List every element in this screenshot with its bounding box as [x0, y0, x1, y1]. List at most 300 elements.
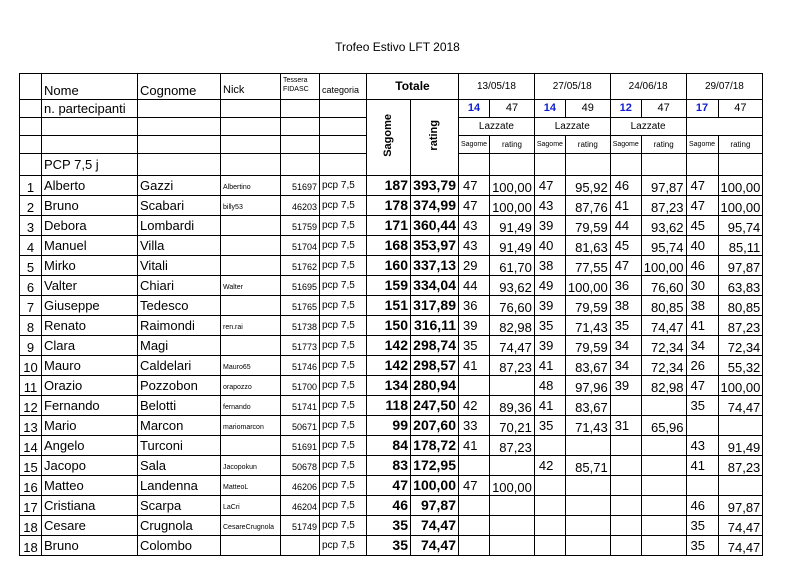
- cell-total-sagome: 46: [367, 496, 411, 516]
- table-row: [20, 316, 763, 336]
- cell-total-sagome: 178: [367, 196, 411, 216]
- cell-tessera: 51746: [281, 356, 320, 376]
- cell-tessera: 51762: [281, 256, 320, 276]
- cell-event-rating-1: 79,59: [565, 296, 610, 316]
- cell-cognome: Pozzobon: [138, 376, 221, 396]
- cell-cognome: Chiari: [138, 276, 221, 296]
- cell-total-sagome: 168: [367, 236, 411, 256]
- cell-categoria: pcp 7,5: [320, 236, 367, 256]
- cell-tessera: 51759: [281, 216, 320, 236]
- cell-event-sagome-2: 34: [610, 356, 641, 376]
- cell-nome: Debora: [42, 216, 138, 236]
- cell-event-sagome-3: 26: [686, 356, 718, 376]
- cell-event-sagome-3: [686, 416, 718, 436]
- cell-cognome: Belotti: [138, 396, 221, 416]
- cell-cognome: Sala: [138, 456, 221, 476]
- cell-total-sagome: 187: [367, 176, 411, 196]
- cell-nome: Mario: [42, 416, 138, 436]
- row-number: 13: [20, 416, 42, 436]
- cell-event-sagome-0: 41: [459, 436, 490, 456]
- cell-event-sagome-3: 35: [686, 536, 718, 556]
- cell-total-sagome: 151: [367, 296, 411, 316]
- cell-categoria: pcp 7,5: [320, 356, 367, 376]
- cell-nome: Matteo: [42, 476, 138, 496]
- table-row: [20, 196, 763, 216]
- sub-sagome-2: Sagome: [610, 136, 641, 154]
- cell-event-rating-1: 79,59: [565, 216, 610, 236]
- table-row: [20, 296, 763, 316]
- cell-event-rating-0: 100,00: [490, 476, 535, 496]
- cell-categoria: pcp 7,5: [320, 436, 367, 456]
- table-row: [20, 536, 763, 556]
- cell-event-sagome-0: 43: [459, 236, 490, 256]
- cell-event-sagome-3: 35: [686, 516, 718, 536]
- cell-event-sagome-2: 38: [610, 296, 641, 316]
- cell-event-rating-1: 71,43: [565, 316, 610, 336]
- table-row: [20, 456, 763, 476]
- cell-event-sagome-3: 46: [686, 256, 718, 276]
- cell-tessera: 51741: [281, 396, 320, 416]
- row-number: 9: [20, 336, 42, 356]
- cell-event-sagome-2: 46: [610, 176, 641, 196]
- cell-event-rating-2: 97,87: [641, 176, 686, 196]
- cell-cognome: Scabari: [138, 196, 221, 216]
- cell-nick: fernando: [221, 396, 281, 416]
- cell-total-sagome: 35: [367, 516, 411, 536]
- header-tessera: [281, 74, 320, 100]
- cell-event-sagome-1: 49: [534, 276, 565, 296]
- cell-event-sagome-2: 47: [610, 256, 641, 276]
- cell-event-rating-3: 100,00: [718, 176, 763, 196]
- cell-tessera: 51704: [281, 236, 320, 256]
- cell-categoria: pcp 7,5: [320, 196, 367, 216]
- cell-event-rating-0: [490, 516, 535, 536]
- cell-event-sagome-2: [610, 496, 641, 516]
- cell-event-rating-2: [641, 496, 686, 516]
- cell-cognome: Marcon: [138, 416, 221, 436]
- cell-event-sagome-1: 47: [534, 176, 565, 196]
- row-number: 16: [20, 476, 42, 496]
- n-partecipanti-label: n. partecipanti: [42, 100, 138, 118]
- cell-total-sagome: 134: [367, 376, 411, 396]
- cell-tessera: 51773: [281, 336, 320, 356]
- row-number: 7: [20, 296, 42, 316]
- cell-total-rating: 97,87: [411, 496, 459, 516]
- cell-cognome: Turconi: [138, 436, 221, 456]
- cell-event-rating-2: [641, 516, 686, 536]
- cell-total-rating: 317,89: [411, 296, 459, 316]
- cell-cognome: Villa: [138, 236, 221, 256]
- event-partecipanti-1: 49: [565, 100, 610, 118]
- event-sagome-2: 12: [610, 100, 641, 118]
- cell-event-rating-2: 72,34: [641, 336, 686, 356]
- event-partecipanti-2: 47: [641, 100, 686, 118]
- cell-event-sagome-0: [459, 536, 490, 556]
- cell-event-sagome-2: [610, 476, 641, 496]
- cell-nick: LaCri: [221, 496, 281, 516]
- cell-event-sagome-0: 39: [459, 316, 490, 336]
- cell-cognome: Raimondi: [138, 316, 221, 336]
- row-number: 15: [20, 456, 42, 476]
- header-sagome-cell: [367, 100, 411, 176]
- header-cognome: Cognome: [138, 74, 221, 100]
- cell-event-rating-1: 95,92: [565, 176, 610, 196]
- cell-event-rating-0: [490, 496, 535, 516]
- cell-nome: Clara: [42, 336, 138, 356]
- cell-nome: Bruno: [42, 536, 138, 556]
- cell-event-rating-2: [641, 436, 686, 456]
- cell-total-rating: 334,04: [411, 276, 459, 296]
- cell-event-sagome-2: [610, 516, 641, 536]
- cell-event-rating-0: 91,49: [490, 216, 535, 236]
- cell-event-rating-3: 100,00: [718, 196, 763, 216]
- sub-rating-2: rating: [641, 136, 686, 154]
- row-number: 18: [20, 516, 42, 536]
- cell-event-sagome-0: 43: [459, 216, 490, 236]
- cell-event-sagome-0: 36: [459, 296, 490, 316]
- row-number: 12: [20, 396, 42, 416]
- cell-event-sagome-2: 41: [610, 196, 641, 216]
- event-partecipanti-3: 47: [718, 100, 763, 118]
- cell-event-sagome-0: 35: [459, 336, 490, 356]
- cell-event-rating-2: 74,47: [641, 316, 686, 336]
- cell-event-sagome-1: 39: [534, 216, 565, 236]
- cell-categoria: pcp 7,5: [320, 376, 367, 396]
- table-row: [20, 236, 763, 256]
- cell-cognome: Vitali: [138, 256, 221, 276]
- cell-event-sagome-1: 39: [534, 336, 565, 356]
- cell-event-sagome-3: 35: [686, 396, 718, 416]
- sub-rating-0: rating: [490, 136, 535, 154]
- event-sagome-0: 14: [459, 100, 490, 118]
- cell-nome: Bruno: [42, 196, 138, 216]
- cell-event-rating-2: 95,74: [641, 236, 686, 256]
- header-nome: Nome: [42, 74, 138, 100]
- cell-total-sagome: 84: [367, 436, 411, 456]
- cell-nick: billy53: [221, 196, 281, 216]
- cell-cognome: Lombardi: [138, 216, 221, 236]
- cell-event-rating-3: 63,83: [718, 276, 763, 296]
- cell-event-sagome-0: [459, 516, 490, 536]
- cell-event-sagome-3: 47: [686, 376, 718, 396]
- cell-event-sagome-3: 34: [686, 336, 718, 356]
- cell-total-rating: 207,60: [411, 416, 459, 436]
- cell-event-rating-1: 83,67: [565, 356, 610, 376]
- cell-event-rating-3: 91,49: [718, 436, 763, 456]
- header-row: [20, 74, 763, 100]
- cell-nome: Jacopo: [42, 456, 138, 476]
- cell-event-sagome-1: 42: [534, 456, 565, 476]
- cell-tessera: [281, 536, 320, 556]
- sub-sagome-0: Sagome: [459, 136, 490, 154]
- cell-nick: Albertino: [221, 176, 281, 196]
- cell-event-rating-3: 80,85: [718, 296, 763, 316]
- cell-event-rating-1: 81,63: [565, 236, 610, 256]
- cell-event-sagome-3: 38: [686, 296, 718, 316]
- cell-event-sagome-1: [534, 496, 565, 516]
- table-row: [20, 376, 763, 396]
- cell-nick: [221, 236, 281, 256]
- cell-event-rating-3: 87,23: [718, 316, 763, 336]
- cell-categoria: pcp 7,5: [320, 256, 367, 276]
- cell-cognome: Caldelari: [138, 356, 221, 376]
- sub-sagome-1: Sagome: [534, 136, 565, 154]
- header-fidasc-label: FIDASC: [283, 86, 309, 93]
- cell-event-rating-0: 91,49: [490, 236, 535, 256]
- cell-event-sagome-2: [610, 536, 641, 556]
- cell-tessera: 50678: [281, 456, 320, 476]
- cell-nome: Cesare: [42, 516, 138, 536]
- cell-event-rating-0: 70,21: [490, 416, 535, 436]
- row-number: 8: [20, 316, 42, 336]
- table-row: [20, 356, 763, 376]
- cell-event-sagome-1: 35: [534, 416, 565, 436]
- results-table: [19, 73, 763, 556]
- cell-nick: [221, 216, 281, 236]
- cell-nome: Giuseppe: [42, 296, 138, 316]
- cell-event-rating-0: 76,60: [490, 296, 535, 316]
- table-row: [20, 396, 763, 416]
- event-location-0: Lazzate: [459, 118, 535, 136]
- cell-event-sagome-0: 42: [459, 396, 490, 416]
- cell-tessera: 51765: [281, 296, 320, 316]
- header-totale: Totale: [367, 74, 459, 100]
- cell-total-rating: 74,47: [411, 536, 459, 556]
- cell-tessera: 51700: [281, 376, 320, 396]
- cell-event-rating-3: 74,47: [718, 536, 763, 556]
- cell-total-sagome: 142: [367, 336, 411, 356]
- cell-event-rating-3: [718, 476, 763, 496]
- cell-event-rating-3: [718, 416, 763, 436]
- cell-event-rating-3: 55,32: [718, 356, 763, 376]
- cell-tessera: 46206: [281, 476, 320, 496]
- event-date-1: 27/05/18: [534, 74, 610, 100]
- cell-total-rating: 247,50: [411, 396, 459, 416]
- cell-event-sagome-3: 45: [686, 216, 718, 236]
- cell-event-rating-1: [565, 436, 610, 456]
- cell-event-rating-0: 87,23: [490, 356, 535, 376]
- cell-event-rating-2: [641, 476, 686, 496]
- cell-categoria: pcp 7,5: [320, 276, 367, 296]
- cell-event-sagome-2: 45: [610, 236, 641, 256]
- cell-event-rating-0: 74,47: [490, 336, 535, 356]
- cell-event-rating-0: 89,36: [490, 396, 535, 416]
- cell-event-rating-2: 72,34: [641, 356, 686, 376]
- cell-event-sagome-1: [534, 536, 565, 556]
- table-row: [20, 516, 763, 536]
- cell-event-rating-1: [565, 476, 610, 496]
- cell-event-rating-3: 95,74: [718, 216, 763, 236]
- cell-total-sagome: 142: [367, 356, 411, 376]
- cell-event-rating-2: 87,23: [641, 196, 686, 216]
- sub-rating-3: rating: [718, 136, 763, 154]
- table-row: [20, 176, 763, 196]
- cell-total-rating: 360,44: [411, 216, 459, 236]
- event-sagome-1: 14: [534, 100, 565, 118]
- cell-nome: Fernando: [42, 396, 138, 416]
- row-number: 2: [20, 196, 42, 216]
- cell-event-sagome-0: 47: [459, 176, 490, 196]
- cell-event-sagome-3: 30: [686, 276, 718, 296]
- table-row: [20, 476, 763, 496]
- cell-total-sagome: 159: [367, 276, 411, 296]
- cell-event-sagome-3: [686, 476, 718, 496]
- cell-event-sagome-0: 29: [459, 256, 490, 276]
- cell-categoria: pcp 7,5: [320, 176, 367, 196]
- cell-total-rating: 280,94: [411, 376, 459, 396]
- cell-nick: CesareCrugnola: [221, 516, 281, 536]
- cell-event-sagome-2: 31: [610, 416, 641, 436]
- cell-nick: [221, 436, 281, 456]
- table-row: [20, 256, 763, 276]
- cell-total-rating: 316,11: [411, 316, 459, 336]
- cell-event-sagome-0: [459, 456, 490, 476]
- event-date-2: 24/06/18: [610, 74, 686, 100]
- cell-categoria: pcp 7,5: [320, 336, 367, 356]
- header-rating: rating: [428, 120, 440, 151]
- sheet-title: Trofeo Estivo LFT 2018: [335, 40, 460, 54]
- cell-cognome: Scarpa: [138, 496, 221, 516]
- cell-total-sagome: 171: [367, 216, 411, 236]
- cell-total-rating: 353,97: [411, 236, 459, 256]
- table-row: [20, 276, 763, 296]
- cell-event-rating-1: 100,00: [565, 276, 610, 296]
- cell-event-sagome-3: 46: [686, 496, 718, 516]
- cell-event-rating-3: 74,47: [718, 396, 763, 416]
- cell-event-sagome-3: 40: [686, 236, 718, 256]
- cell-categoria: pcp 7,5: [320, 536, 367, 556]
- cell-event-sagome-1: 48: [534, 376, 565, 396]
- cell-event-rating-3: 97,87: [718, 256, 763, 276]
- header-categoria: categoria: [320, 74, 367, 100]
- cell-cognome: Colombo: [138, 536, 221, 556]
- table-row: [20, 416, 763, 436]
- cell-nick: [221, 256, 281, 276]
- event-location-1: Lazzate: [534, 118, 610, 136]
- cell-cognome: Magi: [138, 336, 221, 356]
- event-partecipanti-0: 47: [490, 100, 535, 118]
- cell-nome: Mirko: [42, 256, 138, 276]
- event-date-0: 13/05/18: [459, 74, 535, 100]
- row-number: 14: [20, 436, 42, 456]
- cell-event-rating-0: 100,00: [490, 176, 535, 196]
- cell-event-rating-2: 82,98: [641, 376, 686, 396]
- table-row: [20, 496, 763, 516]
- cell-nome: Alberto: [42, 176, 138, 196]
- cell-event-rating-1: 97,96: [565, 376, 610, 396]
- row-number: 17: [20, 496, 42, 516]
- cell-nick: mariomarcon: [221, 416, 281, 436]
- cell-event-sagome-1: 39: [534, 296, 565, 316]
- cell-event-sagome-2: 44: [610, 216, 641, 236]
- header-sagome: Sagome: [382, 114, 394, 157]
- cell-cognome: Gazzi: [138, 176, 221, 196]
- cell-event-sagome-2: 35: [610, 316, 641, 336]
- cell-event-sagome-0: [459, 496, 490, 516]
- cell-categoria: pcp 7,5: [320, 396, 367, 416]
- event-date-3: 29/07/18: [686, 74, 763, 100]
- cell-event-rating-1: 87,76: [565, 196, 610, 216]
- cell-event-sagome-2: 36: [610, 276, 641, 296]
- cell-nick: Jacopokun: [221, 456, 281, 476]
- cell-event-sagome-0: 33: [459, 416, 490, 436]
- cell-total-sagome: 150: [367, 316, 411, 336]
- table-row: [20, 336, 763, 356]
- cell-total-sagome: 83: [367, 456, 411, 476]
- cell-nick: MatteoL: [221, 476, 281, 496]
- cell-event-sagome-1: 41: [534, 356, 565, 376]
- cell-nick: Walter: [221, 276, 281, 296]
- cell-event-sagome-1: 43: [534, 196, 565, 216]
- cell-total-sagome: 99: [367, 416, 411, 436]
- cell-event-rating-0: 61,70: [490, 256, 535, 276]
- cell-event-rating-2: [641, 396, 686, 416]
- cell-tessera: 51738: [281, 316, 320, 336]
- cell-event-sagome-3: 47: [686, 176, 718, 196]
- cell-event-sagome-3: 47: [686, 196, 718, 216]
- cell-nome: Mauro: [42, 356, 138, 376]
- cell-tessera: 51697: [281, 176, 320, 196]
- cell-event-sagome-1: [534, 516, 565, 536]
- cell-tessera: 51695: [281, 276, 320, 296]
- cell-total-sagome: 118: [367, 396, 411, 416]
- cell-total-rating: 172,95: [411, 456, 459, 476]
- cell-event-rating-1: 79,59: [565, 336, 610, 356]
- cell-nome: Manuel: [42, 236, 138, 256]
- cell-event-sagome-2: 34: [610, 336, 641, 356]
- cell-cognome: Landenna: [138, 476, 221, 496]
- cell-event-rating-2: 100,00: [641, 256, 686, 276]
- cell-event-sagome-0: 44: [459, 276, 490, 296]
- participants-row: [20, 100, 763, 118]
- cell-event-sagome-2: [610, 436, 641, 456]
- row-number: 4: [20, 236, 42, 256]
- cell-nick: orapozzo: [221, 376, 281, 396]
- event-sagome-3: 17: [686, 100, 718, 118]
- cell-event-rating-0: [490, 456, 535, 476]
- cell-event-rating-0: 87,23: [490, 436, 535, 456]
- cell-event-rating-1: [565, 516, 610, 536]
- cell-tessera: 46203: [281, 196, 320, 216]
- cell-nome: Angelo: [42, 436, 138, 456]
- row-number: 10: [20, 356, 42, 376]
- cell-event-sagome-0: 47: [459, 476, 490, 496]
- cell-total-rating: 74,47: [411, 516, 459, 536]
- cell-nick: Mauro65: [221, 356, 281, 376]
- cell-total-sagome: 160: [367, 256, 411, 276]
- cell-total-rating: 100,00: [411, 476, 459, 496]
- cell-event-rating-2: 65,96: [641, 416, 686, 436]
- cell-event-sagome-2: [610, 456, 641, 476]
- row-number: 11: [20, 376, 42, 396]
- cell-total-rating: 374,99: [411, 196, 459, 216]
- cell-event-rating-0: 82,98: [490, 316, 535, 336]
- cell-nick: [221, 536, 281, 556]
- cell-categoria: pcp 7,5: [320, 416, 367, 436]
- sub-sagome-3: Sagome: [686, 136, 718, 154]
- cell-nome: Cristiana: [42, 496, 138, 516]
- cell-categoria: pcp 7,5: [320, 216, 367, 236]
- cell-event-rating-1: 71,43: [565, 416, 610, 436]
- cell-event-rating-2: [641, 536, 686, 556]
- cell-event-sagome-1: [534, 476, 565, 496]
- cell-event-sagome-0: [459, 376, 490, 396]
- cell-event-rating-3: 74,47: [718, 516, 763, 536]
- row-number: 3: [20, 216, 42, 236]
- cell-categoria: pcp 7,5: [320, 316, 367, 336]
- header-nick: Nick: [221, 74, 281, 100]
- cell-categoria: pcp 7,5: [320, 456, 367, 476]
